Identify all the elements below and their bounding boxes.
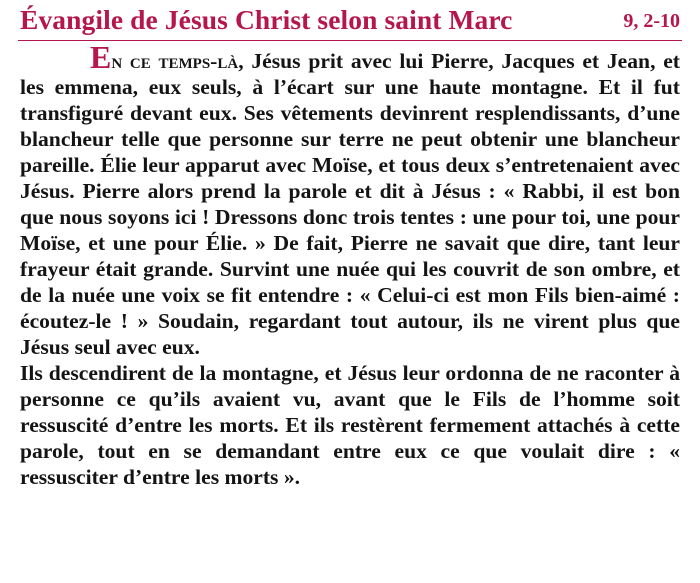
gospel-title: Évangile de Jésus Christ selon saint Marc: [20, 4, 513, 35]
reading-header: [18, 4, 682, 41]
reading-body: [20, 39, 680, 490]
paragraph-1-text: Jésus prit avec lui Pierre, Jacques et Jean, et les emmena, eux seuls, à l’écart sur une haute montagne. Et il fut transfiguré devant eux. Ses vêtements devinrent resplendissants, d’une blancheur telle que personne sur terre ne peut obtenir une blancheur pareille. Élie leur apparut avec Moïse, et tous deux s’entretenaient avec Jésus. Pierre alors prend la parole et dit à Jésus : « Rabbi, il est bon que nous soyons ici ! Dressons donc trois tentes : une pour toi, une pour Moïse, et une pour Élie. » De fait, Pierre ne savait que dire, tant leur frayeur était grande. Survint une nuée qui les couvrit de son ombre, et de la nuée une voix se fit entendre : « Celui-ci est mon Fils bien-aimé : écoutez-le ! » Soudain, regardant tout autour, ils ne virent plus que Jésus seul avec eux.: [20, 49, 680, 359]
drop-cap: E: [90, 39, 112, 75]
paragraph-2: Ils descendirent de la montagne, et Jésus leur ordonna de ne raconter à personne ce qu’ils avaient vu, avant que le Fils de l’homme soit ressuscité d’entre les morts. Et ils restèrent fermement attachés à cette parole, tout en se demandant entre eux ce que voulait dire : « ressusciter d’entre les morts ».: [20, 361, 680, 489]
scripture-reference: 9, 2-10: [623, 10, 680, 32]
opening-words: n ce temps-là,: [111, 49, 244, 73]
paragraph-1: [20, 39, 680, 360]
